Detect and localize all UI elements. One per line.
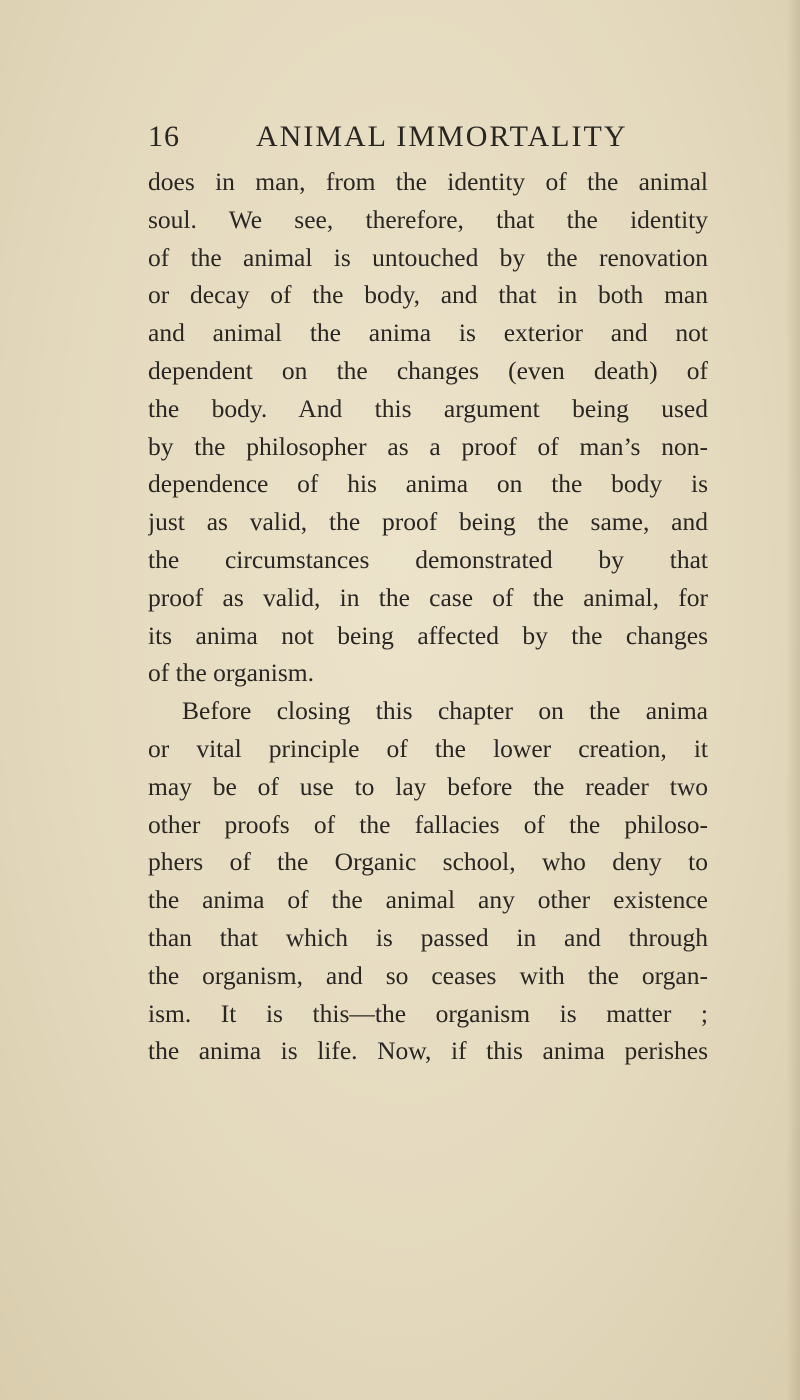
text-line: does in man, from the identity of the animal [148, 167, 708, 196]
text-line: dependent on the changes (even death) of [148, 355, 708, 385]
text-line: the anima of the animal any other existence [148, 885, 708, 915]
text-line: or vital principle of the lower creation, it [148, 733, 708, 763]
body-text [148, 163, 708, 1070]
text-line: proof as valid, in the case of the animal, for [148, 582, 708, 612]
text-line: dependence of his anima on the body is [148, 469, 708, 499]
text-line: soul. We see, therefore, that the identity [148, 204, 708, 234]
running-header [148, 112, 708, 162]
text-line: of the animal is untouched by the renovation [148, 242, 708, 272]
text-line: and animal the anima is exterior and not [148, 318, 708, 348]
text-line: the body. And this argument being used [148, 393, 708, 423]
text-line: ism. It is this—the organism is matter ; [148, 998, 708, 1028]
text-line: just as valid, the proof being the same, and [148, 507, 708, 537]
text-line: may be of use to lay before the reader two [148, 771, 708, 801]
text-line: Before closing this chapter on the anima [182, 696, 708, 726]
text-line: the circumstances demonstrated by that [148, 544, 708, 574]
text-line: or decay of the body, and that in both man [148, 280, 708, 310]
text-line: than that which is passed in and through [148, 922, 708, 952]
page-edge-shadow [786, 0, 800, 1400]
text-line: by the philosopher as a proof of man’s non- [148, 431, 708, 461]
text-line: the organism, and so ceases with the organ- [148, 960, 708, 990]
page-number: 16 [148, 120, 180, 153]
running-title: ANIMAL IMMORTALITY [256, 120, 628, 153]
text-line: its anima not being affected by the changes [148, 620, 708, 650]
text-line: phers of the Organic school, who deny to [148, 847, 708, 877]
text-line: of the organism. [148, 658, 314, 688]
text-line: the anima is life. Now, if this anima perishes [148, 1036, 708, 1066]
text-line: other proofs of the fallacies of the philoso- [148, 809, 708, 839]
